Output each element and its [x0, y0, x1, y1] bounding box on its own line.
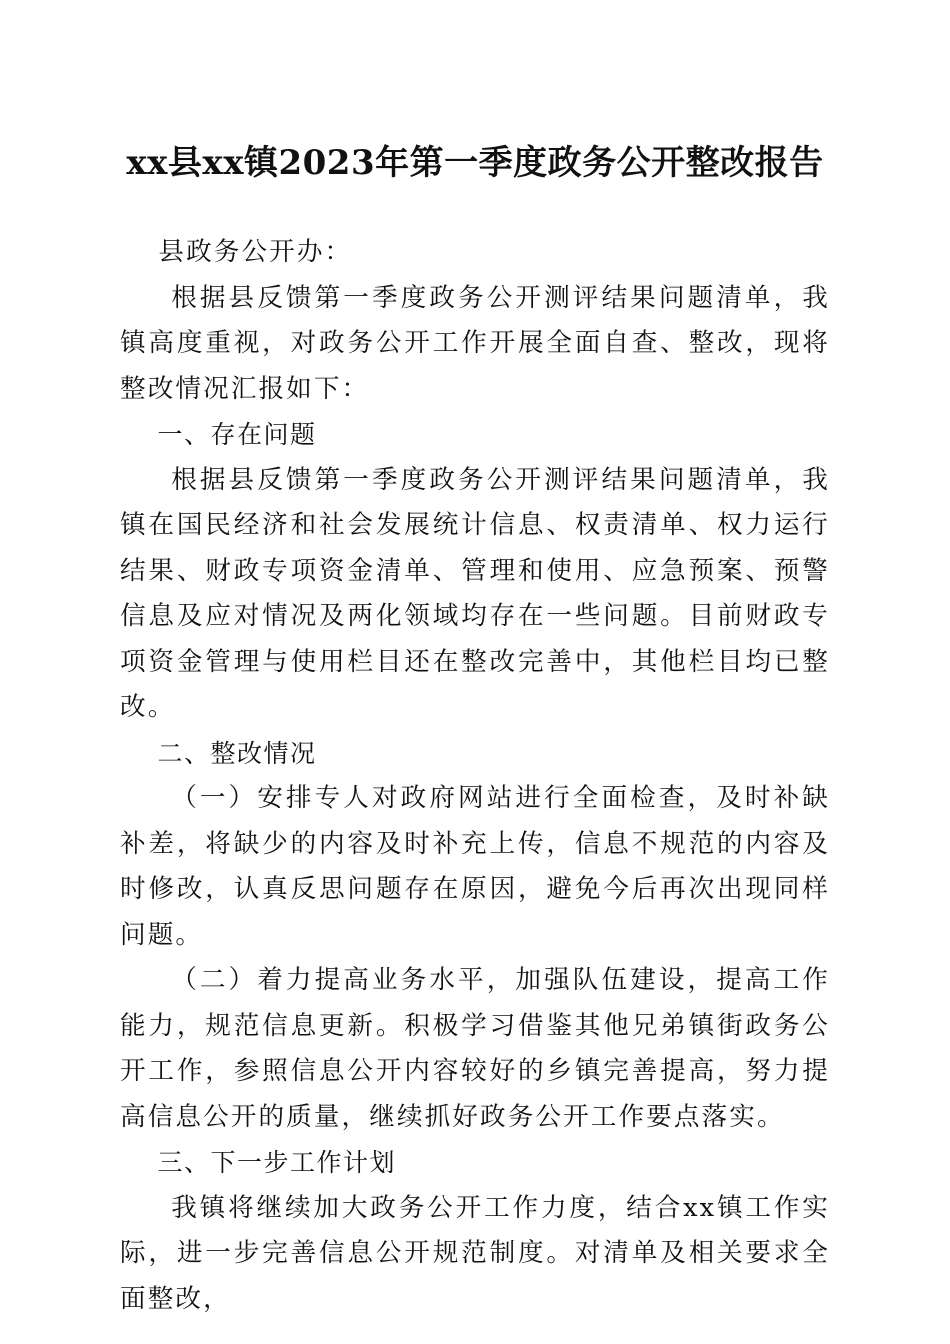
section-heading-problems: 一、存在问题	[157, 420, 317, 449]
intro-paragraph: 根据县反馈第一季度政务公开测评结果问题清单，我镇高度重视，对政务公开工作开展全面自查、整改，现将整改情况汇报如下：	[120, 282, 830, 404]
rectification-item-2: （二）着力提高业务水平，加强队伍建设，提高工作能力，规范信息更新。积极学习借鉴其他兄弟镇街政务公开工作，参照信息公开内容较好的乡镇完善提高，努力提高信息公开的质量，继续抓好政务公开工作要点落实。	[120, 965, 830, 1132]
document-title: xx县xx镇2023年第一季度政务公开整改报告	[126, 143, 824, 183]
rectification-item-1: （一）安排专人对政府网站进行全面检查，及时补缺补差，将缺少的内容及时补充上传，信息不规范的内容及时修改，认真反思问题存在原因，避免今后再次出现同样问题。	[120, 783, 830, 950]
section-heading-rectification: 二、整改情况	[157, 738, 317, 768]
document-body	[120, 230, 830, 1322]
salutation: 县政务公开办：	[158, 237, 353, 267]
problems-paragraph: 根据县反馈第一季度政务公开测评结果问题清单，我镇在国民经济和社会发展统计信息、权责清单、权力运行结果、财政专项资金清单、管理和使用、应急预案、预警信息及应对情况及两化领域均存在一些问题。目前财政专项资金管理与使用栏目还在整改完善中，其他栏目均已整改。	[120, 464, 830, 722]
section-heading-next-steps: 三、下一步工作计划	[157, 1148, 397, 1177]
next-steps-paragraph: 我镇将继续加大政务公开工作力度，结合xx镇工作实际，进一步完善信息公开规范制度。对清单及相关要求全面整改，	[120, 1192, 830, 1314]
